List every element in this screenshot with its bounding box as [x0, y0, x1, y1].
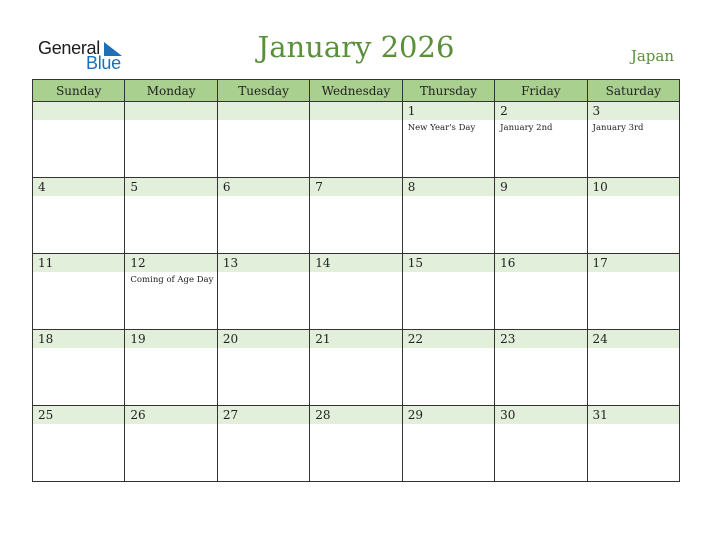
day-number: 23 — [500, 332, 516, 346]
day-cell[interactable] — [495, 406, 587, 482]
day-number: 7 — [315, 180, 323, 194]
day-header-band — [310, 102, 401, 120]
day-number: 17 — [592, 256, 608, 270]
day-number: 19 — [130, 332, 146, 346]
day-number: 3 — [592, 104, 601, 118]
logo-text-general: General — [38, 38, 100, 58]
day-number: 12 — [130, 256, 146, 270]
day-header-band — [218, 406, 309, 424]
day-cell[interactable] — [125, 254, 217, 330]
day-cell[interactable] — [33, 254, 125, 330]
day-cell[interactable] — [125, 330, 217, 406]
day-number: 14 — [315, 256, 331, 270]
day-cell[interactable] — [217, 406, 309, 482]
day-cell[interactable] — [402, 102, 494, 178]
day-header-band — [403, 102, 494, 120]
day-number: 13 — [222, 256, 239, 270]
day-header-band — [218, 178, 309, 196]
day-cell[interactable] — [587, 178, 679, 254]
day-number: 25 — [38, 408, 54, 422]
day-header-band — [310, 254, 401, 272]
day-cell[interactable] — [310, 178, 402, 254]
day-header-band — [33, 254, 124, 272]
day-header-band — [125, 102, 216, 120]
day-number: 20 — [222, 332, 239, 346]
weekday-header: Friday — [495, 80, 587, 102]
day-cell[interactable] — [33, 178, 125, 254]
day-header-band — [495, 406, 586, 424]
day-number: 24 — [592, 332, 608, 346]
week-row — [33, 178, 680, 254]
day-number: 1 — [407, 104, 416, 118]
day-header-band — [310, 406, 401, 424]
day-cell[interactable] — [217, 254, 309, 330]
day-cell[interactable] — [587, 102, 679, 178]
day-cell[interactable] — [33, 406, 125, 482]
day-header-band — [403, 178, 494, 196]
day-header-band — [33, 330, 124, 348]
day-number: 11 — [38, 256, 54, 270]
day-header-band — [495, 178, 586, 196]
day-header-band — [218, 254, 309, 272]
day-header-band — [495, 330, 586, 348]
day-cell[interactable] — [217, 178, 309, 254]
day-header-band — [588, 102, 679, 120]
country-label: Japan — [630, 47, 674, 65]
day-number: 9 — [500, 180, 508, 194]
day-cell[interactable] — [587, 254, 679, 330]
day-number: 30 — [500, 408, 516, 422]
day-number: 2 — [500, 104, 508, 118]
day-number: 16 — [500, 256, 516, 270]
day-cell[interactable] — [587, 330, 679, 406]
day-number: 15 — [407, 256, 423, 270]
week-row — [33, 102, 680, 178]
day-header-band — [403, 330, 494, 348]
day-header-band — [33, 102, 124, 120]
day-header-band — [125, 406, 216, 424]
day-header-band — [588, 178, 679, 196]
day-header-band — [33, 406, 124, 424]
day-cell[interactable] — [125, 102, 217, 178]
day-header-band — [310, 178, 401, 196]
day-cell[interactable] — [587, 406, 679, 482]
day-cell[interactable] — [125, 406, 217, 482]
day-header-band — [125, 330, 216, 348]
day-cell[interactable] — [125, 178, 217, 254]
day-cell[interactable] — [495, 102, 587, 178]
day-header-band — [403, 406, 494, 424]
day-header-band — [588, 406, 679, 424]
day-header-band — [33, 178, 124, 196]
day-header-band — [125, 254, 216, 272]
day-cell[interactable] — [402, 178, 494, 254]
day-header-band — [218, 330, 309, 348]
day-header-band — [495, 254, 586, 272]
calendar-title: January 2026 — [257, 30, 455, 64]
holiday-label: New Year's Day — [407, 123, 476, 133]
weekday-header: Saturday — [587, 80, 679, 102]
day-cell[interactable] — [310, 254, 402, 330]
day-number: 29 — [407, 408, 423, 422]
day-number: 10 — [592, 180, 608, 194]
day-number: 6 — [222, 180, 231, 194]
day-number: 18 — [38, 332, 54, 346]
day-header-band — [495, 102, 586, 120]
weekday-header: Thursday — [402, 80, 494, 102]
day-cell[interactable] — [310, 406, 402, 482]
day-number: 4 — [38, 180, 46, 194]
week-row — [33, 330, 680, 406]
day-cell[interactable] — [495, 178, 587, 254]
calendar-grid — [32, 79, 680, 482]
day-cell[interactable] — [310, 330, 402, 406]
day-number: 26 — [130, 408, 146, 422]
day-number: 21 — [315, 332, 331, 346]
day-cell[interactable] — [33, 330, 125, 406]
weekday-header-row — [33, 80, 680, 102]
day-cell[interactable] — [402, 406, 494, 482]
logo-text-blue: Blue — [86, 53, 121, 73]
weekday-header: Tuesday — [217, 80, 309, 102]
day-cell[interactable] — [217, 330, 309, 406]
day-cell[interactable] — [402, 254, 494, 330]
day-header-band — [588, 254, 679, 272]
day-header-band — [218, 102, 309, 120]
day-header-band — [588, 330, 679, 348]
day-cell[interactable] — [217, 102, 309, 178]
weekday-header: Monday — [125, 80, 217, 102]
weekday-header: Wednesday — [310, 80, 402, 102]
day-number: 8 — [407, 180, 416, 194]
holiday-label: Coming of Age Day — [130, 275, 214, 285]
day-header-band — [403, 254, 494, 272]
week-row — [33, 254, 680, 330]
holiday-label: January 3rd — [592, 123, 644, 133]
day-number: 5 — [130, 180, 139, 194]
weekday-header: Sunday — [33, 80, 125, 102]
holiday-label: January 2nd — [500, 123, 553, 133]
day-header-band — [125, 178, 216, 196]
day-cell[interactable] — [33, 102, 125, 178]
day-number: 22 — [407, 332, 423, 346]
week-row — [33, 406, 680, 482]
day-number: 28 — [315, 408, 331, 422]
day-cell[interactable] — [310, 102, 402, 178]
day-cell[interactable] — [495, 330, 587, 406]
day-cell[interactable] — [402, 330, 494, 406]
day-number: 31 — [592, 408, 608, 422]
day-header-band — [310, 330, 401, 348]
day-cell[interactable] — [495, 254, 587, 330]
day-number: 27 — [222, 408, 239, 422]
